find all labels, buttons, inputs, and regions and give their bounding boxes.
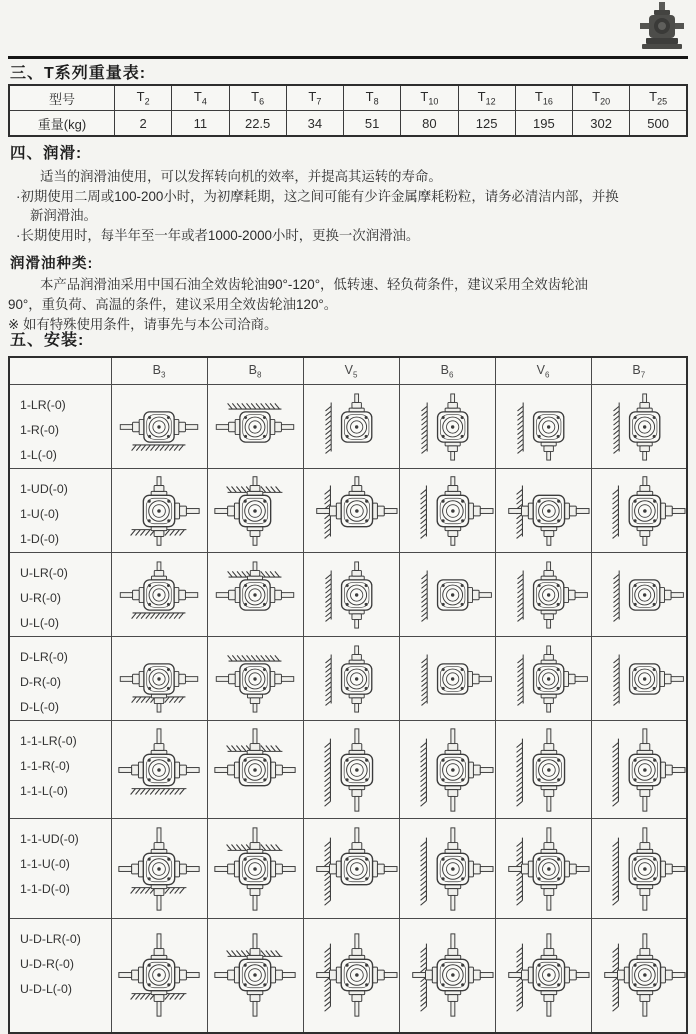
model-cell: $T_6$ [229,85,286,111]
gearbox-diagram-icon [304,823,399,915]
install-diagram-cell [111,553,207,637]
mount-position-header: $B_6$ [399,357,495,385]
lubrication-text-line: ·初期使用二周或100-200小时，为初摩耗期，这之间可能有少许金属摩耗粉粒，请务必清洁内部，并换 [16,188,619,204]
weight-value-cell: 11 [172,111,229,137]
gearbox-diagram-icon [112,561,207,629]
gearbox-diagram-icon [208,922,303,1028]
model-cell: $T_7$ [286,85,343,111]
install-diagram-cell [495,919,591,1033]
gearbox-diagram-icon [496,645,591,713]
gearbox-diagram-icon [112,645,207,713]
configuration-code: D-LR(-0) [20,650,68,664]
lubrication-text-line: 90°，重负荷、高温的条件，建议采用全效齿轮油120°。 [8,296,338,312]
install-diagram-cell [591,637,687,721]
gearbox-diagram-icon [592,561,687,629]
configuration-code: 1-1-R(-0) [20,759,70,773]
weight-value-cell: 500 [630,111,687,137]
install-diagram-cell [303,919,399,1033]
configuration-label-cell [9,919,111,1033]
install-diagram-cell [399,637,495,721]
lubrication-section [8,141,692,334]
gearbox-diagram-icon [592,725,687,815]
install-diagram-cell [303,637,399,721]
gearbox-diagram-icon [304,393,399,461]
gearbox-diagram-icon [496,561,591,629]
gearbox-diagram-icon [208,645,303,713]
install-diagram-cell [591,469,687,553]
gearbox-diagram-icon [304,725,399,815]
install-diagram-cell [591,721,687,819]
install-diagram-cell [207,469,303,553]
configuration-code: 1-LR(-0) [20,398,66,412]
lubricant-type-subtitle: 润滑油种类: [10,256,94,273]
model-cell: $T_4$ [172,85,229,111]
install-table-row [9,721,687,819]
gearbox-diagram-icon [208,561,303,629]
weight-value-cell: 125 [458,111,515,137]
install-diagram-cell [399,385,495,469]
configuration-code: U-R(-0) [20,591,61,605]
gearbox-diagram-icon [592,473,687,549]
mount-position-header: $V_6$ [495,357,591,385]
gearbox-diagram-icon [400,823,495,915]
gearbox-diagram-icon [496,823,591,915]
configuration-code: 1-1-UD(-0) [20,832,79,846]
weight-value-cell: 302 [573,111,630,137]
install-diagram-cell [303,721,399,819]
install-diagram-cell [111,919,207,1033]
model-cell: $T_{12}$ [458,85,515,111]
weight-value-cell: 2 [115,111,172,137]
gearbox-diagram-icon [112,823,207,915]
install-diagram-cell [399,469,495,553]
gearbox-diagram-icon [112,922,207,1028]
gearbox-diagram-icon [112,473,207,549]
install-table-row [9,637,687,721]
configuration-code: U-L(-0) [20,616,59,630]
lubrication-text-line: 新润滑油。 [30,208,97,224]
install-diagram-cell [399,919,495,1033]
lubrication-text-line: ※ 如有特殊使用条件，请事先与本公司洽商。 [8,316,278,332]
configuration-code: U-LR(-0) [20,566,68,580]
weight-label-cell: 重量(kg) [9,111,115,137]
install-diagram-cell [111,819,207,919]
install-table-row [9,469,687,553]
configuration-label-cell [9,819,111,919]
model-cell: $T_{16}$ [515,85,572,111]
weight-table-model-row [9,85,687,111]
installation-table [8,356,688,1034]
weight-value-cell: 51 [344,111,401,137]
install-table-row [9,553,687,637]
configuration-label-cell [9,721,111,819]
gearbox-diagram-icon [400,725,495,815]
gearbox-diagram-icon [112,393,207,461]
install-diagram-cell [207,919,303,1033]
install-diagram-cell [591,819,687,919]
install-diagram-cell [495,553,591,637]
lubrication-text-line: 适当的润滑油使用，可以发挥转向机的效率，并提高其运转的寿命。 [40,169,442,184]
weight-value-cell: 195 [515,111,572,137]
gearbox-diagram-icon [496,922,591,1028]
gearbox-diagram-icon [496,473,591,549]
install-diagram-cell [111,637,207,721]
gearbox-diagram-icon [112,725,207,815]
gearbox-diagram-icon [304,645,399,713]
configuration-code: 1-D(-0) [20,532,59,546]
install-diagram-cell [495,721,591,819]
section-divider-rule [8,56,688,59]
gearbox-diagram-icon [304,922,399,1028]
mount-position-header: $B_3$ [111,357,207,385]
gearbox-diagram-icon [208,823,303,915]
install-diagram-cell [399,721,495,819]
gearbox-diagram-icon [400,922,495,1028]
install-diagram-cell [399,553,495,637]
install-diagram-cell [495,637,591,721]
model-cell: $T_{25}$ [630,85,687,111]
weight-value-cell: 80 [401,111,458,137]
model-cell: $T_2$ [115,85,172,111]
configuration-code: 1-1-LR(-0) [20,734,77,748]
model-cell: $T_{20}$ [573,85,630,111]
mount-position-header: $B_7$ [591,357,687,385]
model-label-cell: 型号 [9,85,115,111]
model-cell: $T_8$ [344,85,401,111]
configuration-code: 1-U(-0) [20,507,59,521]
configuration-code: U-D-L(-0) [20,982,72,996]
weight-table-title: 三、T系列重量表: [10,65,147,82]
configuration-code: D-R(-0) [20,675,61,689]
install-diagram-cell [399,819,495,919]
configuration-label-cell [9,553,111,637]
install-diagram-cell [591,385,687,469]
gearbox-diagram-icon [304,473,399,549]
install-diagram-cell [495,469,591,553]
install-corner-cell [9,357,111,385]
configuration-code: 1-1-U(-0) [20,857,70,871]
configuration-code: 1-R(-0) [20,423,59,437]
install-diagram-cell [207,819,303,919]
install-diagram-cell [207,637,303,721]
install-section-title: 五、安装: [10,332,85,349]
gearbox-diagram-icon [592,645,687,713]
gearbox-diagram-icon [208,725,303,815]
gearbox-diagram-icon [208,473,303,549]
install-diagram-cell [207,553,303,637]
weight-table [8,84,688,137]
configuration-code: 1-UD(-0) [20,482,68,496]
configuration-code: 1-L(-0) [20,448,57,462]
gearbox-diagram-icon [400,561,495,629]
weight-value-cell: 22.5 [229,111,286,137]
lubrication-text-line: 本产品润滑油采用中国石油全效齿轮油90°-120°，低转速、轻负荷条件，建议采用全效齿轮油 [40,277,588,293]
install-table-row [9,919,687,1033]
gearbox-product-photo [640,2,684,52]
install-diagram-cell [591,919,687,1033]
install-diagram-cell [303,385,399,469]
gearbox-diagram-icon [496,725,591,815]
gearbox-diagram-icon [400,393,495,461]
gearbox-diagram-icon [592,393,687,461]
lubrication-text-line: ·长期使用时，每半年至一年或者1000-2000小时，更换一次润滑油。 [16,227,420,243]
configuration-code: D-L(-0) [20,700,59,714]
lubrication-title: 四、润滑: [10,145,83,162]
install-diagram-cell [111,469,207,553]
gearbox-diagram-icon [592,922,687,1028]
configuration-code: 1-1-L(-0) [20,784,68,798]
gearbox-diagram-icon [304,561,399,629]
install-diagram-cell [495,385,591,469]
mount-position-header: $V_5$ [303,357,399,385]
install-table-row [9,385,687,469]
configuration-code: U-D-R(-0) [20,957,74,971]
install-diagram-cell [495,819,591,919]
configuration-label-cell [9,469,111,553]
gearbox-diagram-icon [496,393,591,461]
install-diagram-cell [207,721,303,819]
weight-table-value-row [9,111,687,137]
install-diagram-cell [303,819,399,919]
gearbox-diagram-icon [400,645,495,713]
model-cell: $T_{10}$ [401,85,458,111]
mount-position-header: $B_8$ [207,357,303,385]
gearbox-diagram-icon [208,393,303,461]
gearbox-photo-icon [640,2,684,52]
install-diagram-cell [207,385,303,469]
install-diagram-cell [303,469,399,553]
install-table-row [9,819,687,919]
configuration-code: U-D-LR(-0) [20,932,81,946]
configuration-label-cell [9,637,111,721]
install-diagram-cell [303,553,399,637]
weight-value-cell: 34 [286,111,343,137]
install-diagram-cell [591,553,687,637]
install-diagram-cell [111,721,207,819]
install-diagram-cell [111,385,207,469]
configuration-label-cell [9,385,111,469]
gearbox-diagram-icon [592,823,687,915]
configuration-code: 1-1-D(-0) [20,882,70,896]
gearbox-diagram-icon [400,473,495,549]
